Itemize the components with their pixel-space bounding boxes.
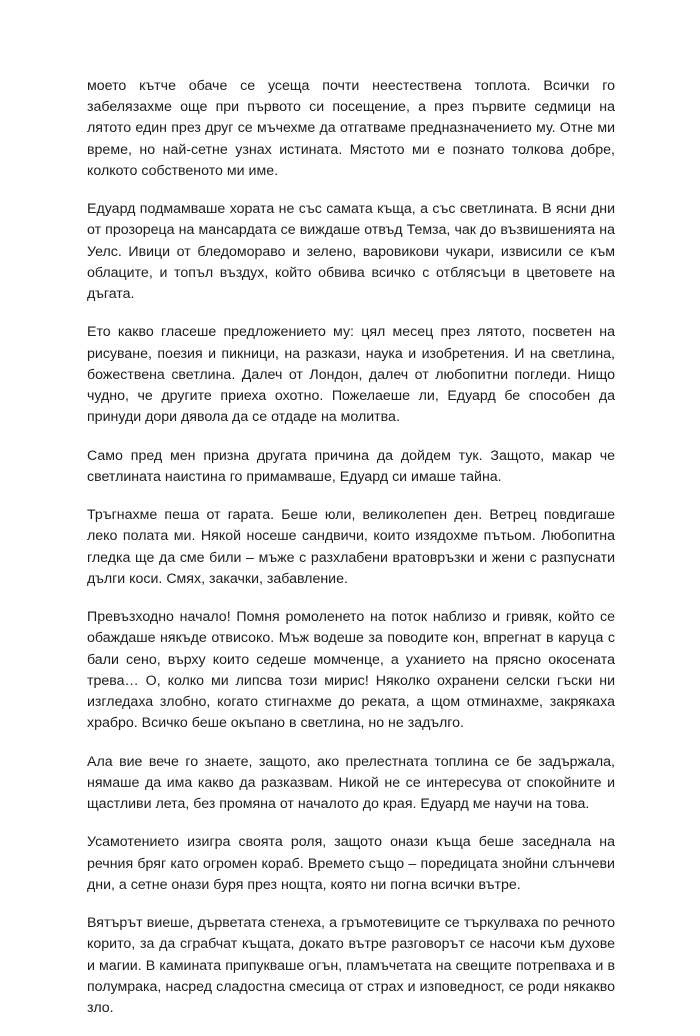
paragraph-5: Тръгнахме пеша от гарата. Беше юли, великолепен ден. Ветрец повдигаше леко полата ми. Някой носеше сандвичи, които изядохме пътьом. Любопитна гледка ще да сме били – мъже с разхлабени вратовръзки и жени с разпуснати дълги коси. Смях, закачки, забавление. xyxy=(87,507,615,587)
paragraph-7: Ала вие вече го знаете, защото, ако прелестната топлина се бе задържала, нямаше да има какво да разказвам. Никой не се интересува от спокойните и щастливи лета, без промяна от началото до края. Едуард ме научи на това. xyxy=(87,753,615,813)
paragraph-3: Ето какво гласеше предложението му: цял месец през лятото, посветен на рисуване, поезия и пикници, на разкази, наука и изобретения. И на светлина, божествена светлина. Далеч от Лондон, далеч от любопитни погледи. Нищо чудно, че другите приеха охотно. Пожелаеше ли, Едуард бе способен да принуди дори дявола да се отдаде на молитва. xyxy=(87,324,615,426)
paragraph-2: Едуард подмамваше хората не със самата къща, а със светлината. В ясни дни от прозореца на мансардата се виждаше отвъд Темза, чак до възвишенията на Уелс. Ивици от бледомораво и зелено, варовикови чукари, извисили се към облаците, и топъл въздух, който обвива всичко с отблясъци в цветовете на дъгата. xyxy=(87,201,615,303)
paragraph-6: Превъзходно начало! Помня ромоленето на поток наблизо и гривяк, който се обаждаше някъде отвисоко. Мъж водеше за поводите кон, впрегнат в каруца с бали сено, върху които седеше момченце, а уханието на прясно окосената трева… О, колко ми липсва този мирис! Няколко охранени селски гъски ни изгледаха злобно, когато стигнахме до реката, а щом отминахме, закрякаха храбро. Всичко беше окъпано в светлина, но не задълго. xyxy=(87,609,615,732)
paragraph-1: моето кътче обаче се усеща почти неестествена топлота. Всички го забелязахме още при първото си посещение, а през първите седмици на лятото един през друг се мъчехме да отгатваме предназначението му. Отне ми време, но най-сетне узнах истината. Мястото ми е познато толкова добре, колкото собственото ми име. xyxy=(87,78,615,179)
body-text xyxy=(87,76,615,1036)
paragraph-4: Само пред мен призна другата причина да дойдем тук. Защото, макар че светлината наистина го примамваше, Едуард си имаше тайна. xyxy=(87,447,615,485)
paragraph-9: Вятърът виеше, дърветата стенеха, а гръмотевиците се търкулваха по речното корито, за да сграбчат къщата, докато вътре разговорът се насочи към духове и магии. В камината припукваше огън, пламъчетата на свещите потрепваха и в полумрака, насред сладостна смесица от страх и изповедност, се роди някакво зло. xyxy=(87,915,615,1017)
paragraph-8: Усамотението изигра своята роля, защото онази къща беше заседнала на речния бряг като огромен кораб. Времето също – поредицата знойни слънчеви дни, а сетне онази буря през нощта, която ни погна всички вътре. xyxy=(87,834,615,893)
